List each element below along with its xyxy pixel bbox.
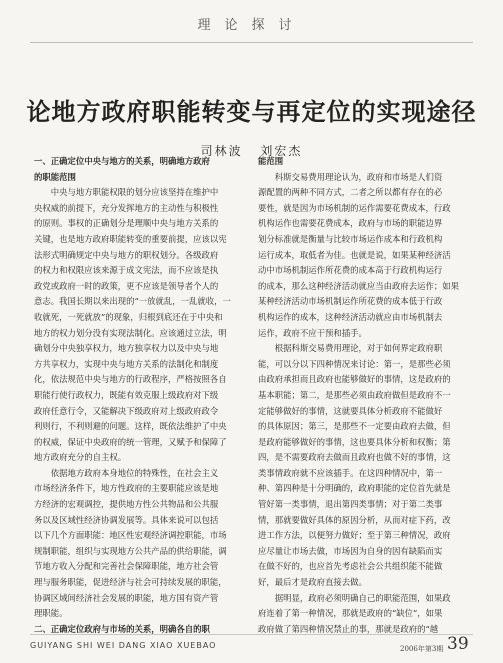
body-text-line: 化，依法规范中央与地方的行政程序，严格按照各自 <box>34 374 227 385</box>
body-text-line: 央权威的前提下，充分发挥地方的主动性与积极性 <box>34 202 219 213</box>
section-heading-line: 的职能范围 <box>34 171 76 182</box>
body-text-line: 是政府能够做好的事情，这也要具体分析和权衡；第 <box>258 436 451 447</box>
body-text-line: 要性，就是因为市场机制的运作需要花费成本，行政 <box>258 202 451 213</box>
right-text-column <box>258 154 469 637</box>
body-text-line: 节地方收入分配和完善社会保障职能，地方社会管 <box>34 561 219 572</box>
body-text-line: 种、第四种是十分明确的，政府职能的定位首先就是 <box>258 483 451 494</box>
section-heading-line: 一、正确定位中央与地方的关系，明确地方政府 <box>34 156 210 166</box>
section-heading-line: 能范围 <box>258 156 284 166</box>
body-text-line: 地方的权力划分没有实现法制化。应该通过立法，明 <box>34 327 227 338</box>
body-text-line: 政府任意行令，又能解决下级政府对上级政府政令 <box>34 405 219 416</box>
body-text-line: 收就死，一死就放”的现象，归根到底还在于中央和 <box>34 311 223 322</box>
body-text-line: 方经济的宏观调控，提供地方性公共物品和公共服 <box>34 499 219 510</box>
body-text-line: 运行成本，取低者为佳。也就是说，如果某种经济活 <box>258 249 451 260</box>
body-text-line: 理职能。 <box>34 608 68 619</box>
body-text-line: 好，最后才是政府直接去做。 <box>258 577 367 588</box>
body-text-line: 协调区域间经济社会发展的职能，地方国有资产管 <box>34 592 219 603</box>
body-text-line: 的具体原因；第三，是那些不一定要由政府去做，但 <box>258 421 451 432</box>
body-text-line: 机构运作的成本，这种经济活动就应由市场机制去 <box>258 311 443 322</box>
body-text-line: 应尽量让市场去做，市场因为自身的因有缺陷而实 <box>258 545 443 556</box>
body-text-line: 关键，也是地方政府职能转变的重要前提，应该以宪 <box>34 233 227 244</box>
body-text-line: 确划分中央独享权力，地方独享权力以及中央与地 <box>34 343 219 354</box>
section-heading-line: 二、正确定位政府与市场的关系，明确各自的职 <box>34 623 210 634</box>
paragraph-first-line: 据明显，政府必须明确自己的职能范围，如果政 <box>274 592 451 603</box>
section-label: 理论探讨 <box>197 18 306 33</box>
header-divider <box>30 42 473 43</box>
body-text-line: 运作，政府不应干预和插手。 <box>258 327 367 338</box>
body-text-line: 管好第一类事情，退出第四类事情；对于第二类事 <box>258 499 443 510</box>
paragraph-first-line: 科斯交易费用理论认为，政府和市场是人们资 <box>274 171 443 182</box>
footer-divider <box>30 634 473 635</box>
body-text-line: 源配置的两种不同方式，二者之所以都有存在的必 <box>258 187 443 198</box>
body-text-line: 进工作方法，以便努力做好；至于第三种情况，政府 <box>258 530 451 541</box>
body-text-line: 地方政府充分的自主权。 <box>34 452 127 463</box>
body-text-line: 划分标准就是衡量与比较市场运作成本和行政机构 <box>258 233 443 244</box>
body-text-line: 某种经济活动市场机制运作所花费的成本低于行政 <box>258 296 443 307</box>
page-number: 39 <box>447 634 469 654</box>
paragraph-first-line: 根据科斯交易费用理论，对于如何界定政府职 <box>274 343 443 354</box>
body-text-line: 方共享权力，实现中央与地方关系的法制化和制度 <box>34 358 219 369</box>
body-text-line: 在做不好的，也应首先考虑社会公共组织能不能做 <box>258 561 443 572</box>
paragraph-first-line: 中央与地方职能权限的划分应该坚持在维护中 <box>50 187 219 198</box>
body-text-line: 机构运作也需要花费成本，政府与市场的职能边界 <box>258 218 443 229</box>
body-text-line: 基本职能；第二，是那些必须由政府做但是政府不一 <box>258 389 451 400</box>
body-text-line: 由政府承担而且政府也能够做好的事情，这是政府的 <box>258 374 451 385</box>
journal-name: GUIYANG SHI WEI DANG XIAO XUEBAO <box>30 641 217 650</box>
issue-label: 2006年第3期 <box>400 645 444 653</box>
body-text-line: 情，那就要做好具体的原因分析，从而对症下药，改 <box>258 514 451 525</box>
body-text-line: 动中市场机制运作所花费的成本高于行政机构运行 <box>258 265 443 276</box>
body-text-line: 务以及区域性经济协调发展等。具体来说可以包括 <box>34 514 219 525</box>
article-authors: 司林波 刘宏杰 <box>200 144 303 158</box>
left-text-column <box>34 154 247 637</box>
body-text-line: 的权力和权限应该来源于成文宪法，而不应该是执 <box>34 265 219 276</box>
body-text-line: 政党或政府一时的政策，更不应该是领导者个人的 <box>34 280 219 291</box>
body-text-line: 四，是不需要政府去做而且政府也做不好的事情，这 <box>258 452 451 463</box>
body-text-line: 政府做了第四种情况禁止的事，那就是政府的“越 <box>258 623 439 634</box>
body-text-line: 规制职能，组织与实现地方公共产品的供给职能，调 <box>34 545 227 556</box>
body-text-line: 利则行，不利则避的问题。这样，既依法维护了中央 <box>34 421 227 432</box>
body-text-line: 的原则。事权的正确划分是理顺中央与地方关系的 <box>34 218 219 229</box>
body-text-line: 能，可以分以下四种情况来讨论：第一，是那些必须 <box>258 358 451 369</box>
body-text-line: 理与服务职能，促进经济与社会可持续发展的职能， <box>34 577 227 588</box>
body-text-line: 府连着了第一种情况，那就是政府的“缺位”，如果 <box>258 608 443 619</box>
body-text-line: 类事情政府就不应该插手。在这四种情况中，第一 <box>258 467 443 478</box>
body-text-line: 的成本，那么这种经济活动就应当由政府去运作；如果 <box>258 280 459 291</box>
body-text-line: 意志。我国长期以来出现的“一放就乱，一乱就收，一 <box>34 296 231 307</box>
body-text-line: 法形式明确规定中央与地方的职权划分。各级政府 <box>34 249 219 260</box>
body-text-line: 的权威，保证中央政府的统一管理，又赋予和保障了 <box>34 436 227 447</box>
body-text-line: 以下几个方面职能：地区性宏观经济调控职能，市场 <box>34 530 227 541</box>
article-title: 论地方政府职能转变与再定位的实现途径 <box>26 97 477 126</box>
paragraph-first-line: 依据地方政府本身地位的特殊性，在社会主义 <box>50 467 219 478</box>
body-text-line: 市场经济条件下，地方性政府的主要职能应该是地 <box>34 483 219 494</box>
body-text-line: 定能够做好的事情，这就要具体分析政府不能做好 <box>258 405 443 416</box>
body-text-line: 职能行使行政权力，既能有效克服上级政府对下级 <box>34 389 219 400</box>
